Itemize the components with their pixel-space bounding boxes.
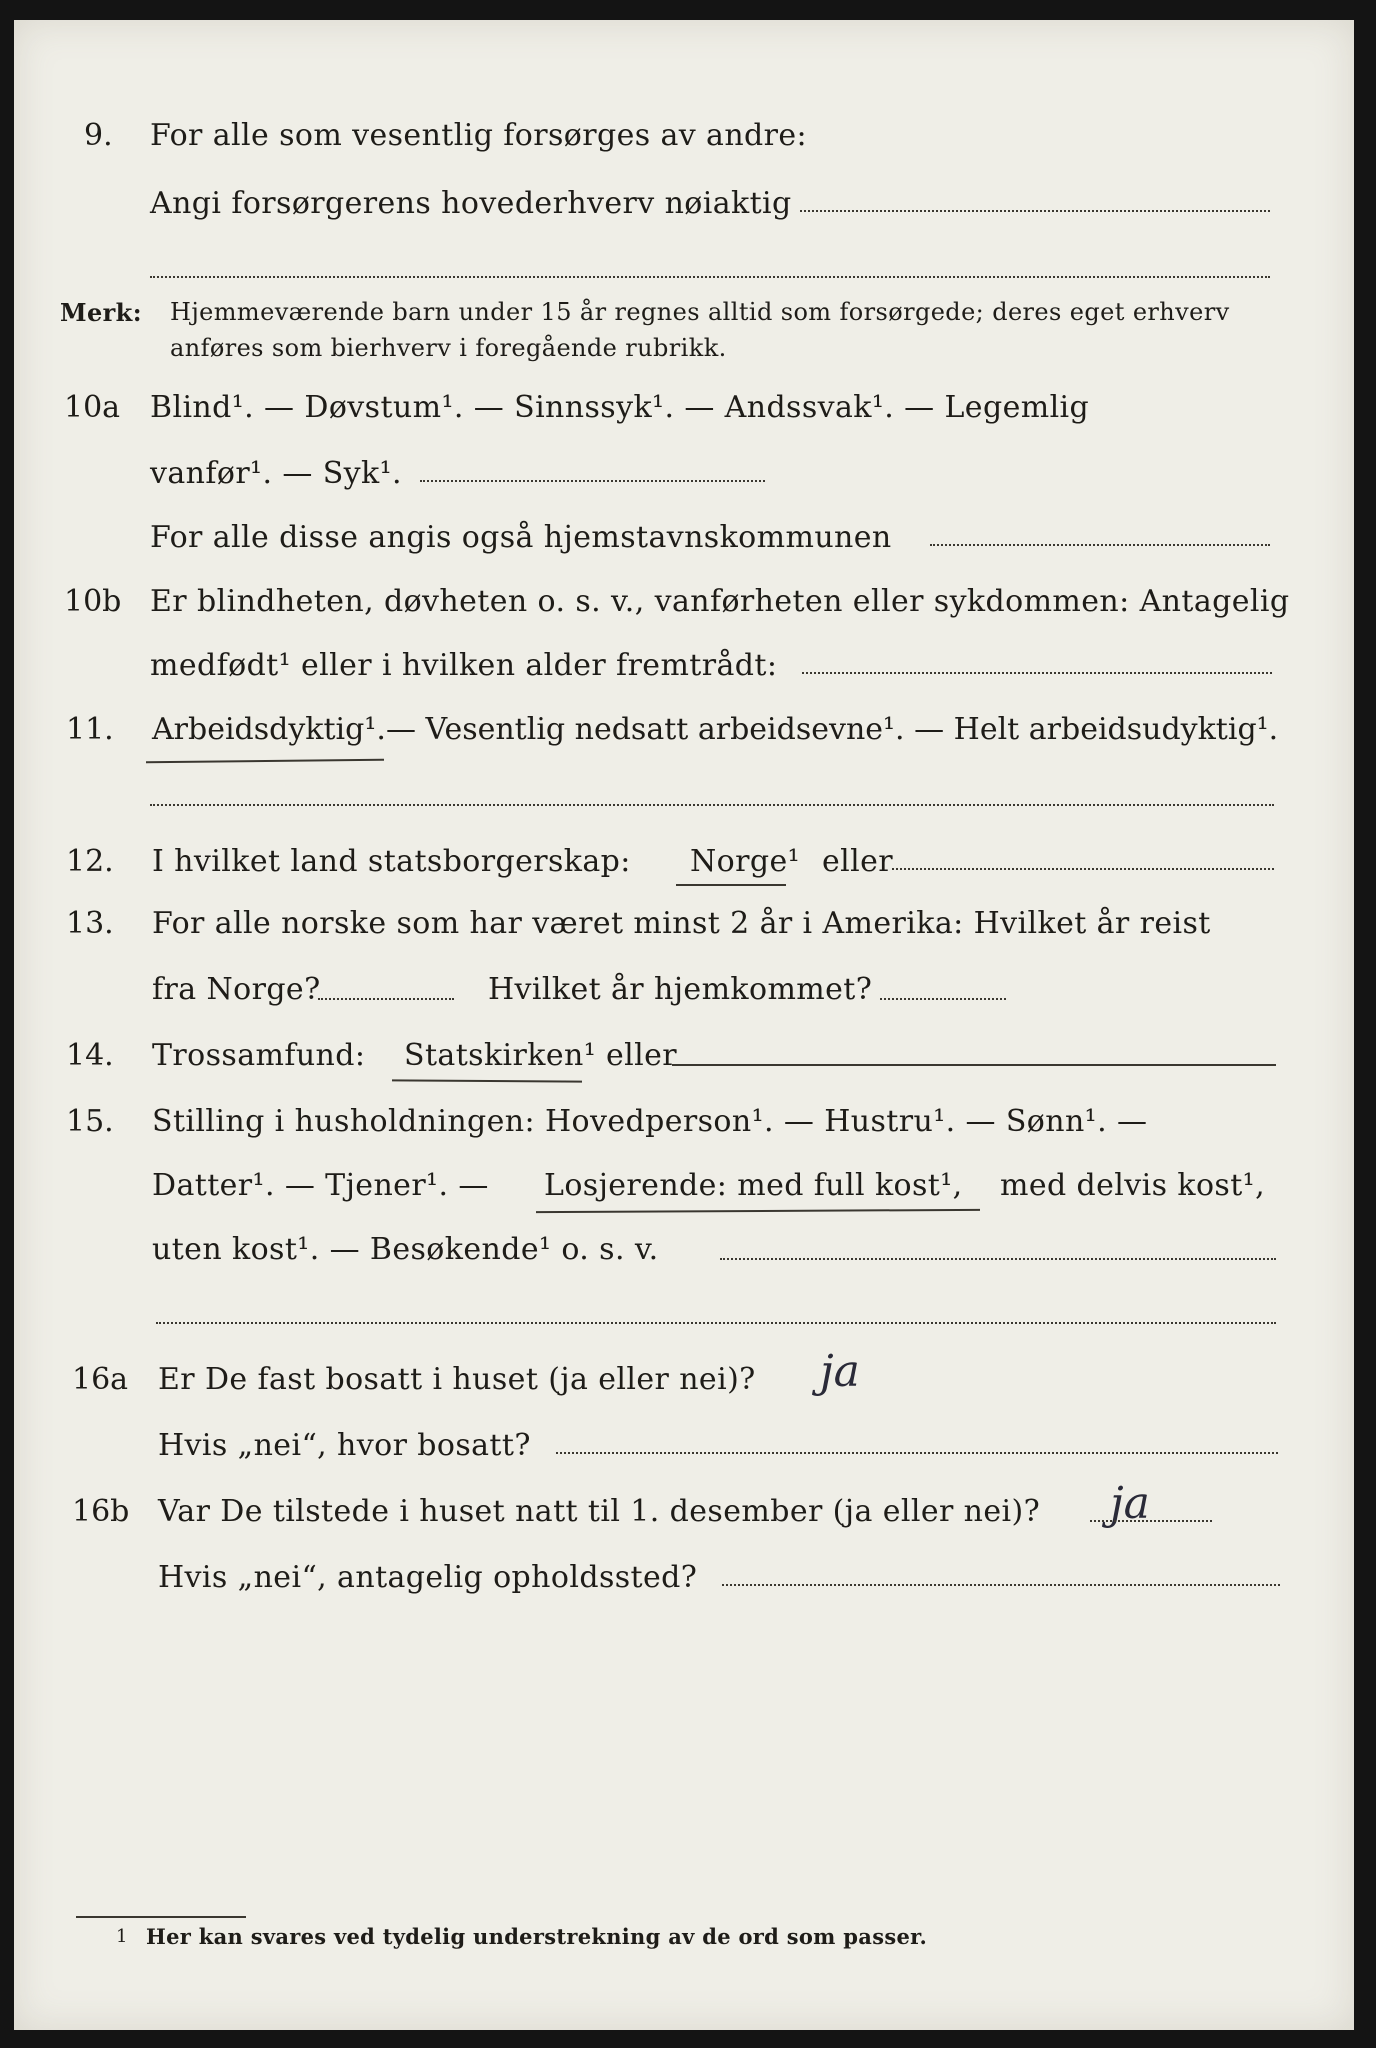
q12-answer-field[interactable]	[892, 868, 1274, 870]
q15-text-line2a: Datter¹. — Tjener¹. —	[152, 1168, 489, 1203]
q13-hjemkommet-field[interactable]	[880, 998, 1006, 1000]
footnote-text: Her kan svares ved tydelig understrekning av de ord som passer.	[146, 1924, 928, 1949]
merk-text-line1: Hjemmeværende barn under 15 år regnes alltid som forsørgede; deres eget erhverv	[170, 298, 1230, 326]
q16b-text-line1: Var De tilstede i huset natt til 1. desember (ja eller nei)?	[158, 1494, 1041, 1529]
merk-label: Merk:	[60, 298, 142, 327]
q11-text-rest: — Vesentlig nedsatt arbeidsevne¹. — Helt arbeidsudyktig¹.	[386, 712, 1279, 747]
q9-answer-field-2[interactable]	[150, 276, 1270, 278]
q12-underline-mark	[676, 884, 786, 886]
q16b-handwritten-answer[interactable]: ja	[1110, 1478, 1150, 1529]
q16a-text-line2: Hvis „nei“, hvor bosatt?	[158, 1428, 531, 1463]
q14-eller: eller	[606, 1038, 678, 1073]
q14-option-statskirken[interactable]: Statskirken¹	[404, 1038, 597, 1073]
q16b-opholdssted-field[interactable]	[722, 1584, 1280, 1586]
q14-answer-field[interactable]	[672, 1064, 1276, 1066]
q16a-text-line1: Er De fast bosatt i huset (ja eller nei)?	[158, 1362, 756, 1397]
q9-text-line1: For alle som vesentlig forsørges av andre:	[150, 118, 808, 153]
q13-text-line2a: fra Norge?	[152, 972, 321, 1007]
q11-option-arbeidsdyktig[interactable]: Arbeidsdyktig¹.	[152, 712, 386, 747]
q16a-handwritten-answer[interactable]: ja	[820, 1346, 860, 1397]
q16b-text-line2: Hvis „nei“, antagelig opholdssted?	[158, 1560, 698, 1595]
q16b-answer-line	[1090, 1520, 1212, 1522]
q10b-number: 10b	[64, 584, 122, 619]
q13-number: 13.	[66, 906, 114, 941]
footnote-rule	[76, 1916, 246, 1918]
q12-text: I hvilket land statsborgerskap:	[152, 844, 631, 879]
q10a-number: 10a	[64, 390, 121, 425]
q10a-text-line1: Blind¹. — Døvstum¹. — Sinnssyk¹. — Andssvak¹. — Legemlig	[150, 390, 1090, 425]
footnote-mark: 1	[116, 1926, 128, 1947]
q12-option-norge[interactable]: Norge¹	[690, 844, 801, 879]
q15-text-line3: uten kost¹. — Besøkende¹ o. s. v.	[152, 1232, 659, 1267]
q9-number: 9.	[84, 118, 113, 153]
q15-answer-field[interactable]	[720, 1258, 1276, 1260]
q11-number: 11.	[66, 712, 114, 747]
q16b-number: 16b	[72, 1494, 130, 1529]
q15-number: 15.	[66, 1104, 114, 1139]
q16a-number: 16a	[72, 1362, 129, 1397]
q15-text-line1: Stilling i husholdningen: Hovedperson¹. — Hustru¹. — Sønn¹. —	[152, 1104, 1148, 1139]
q12-eller: eller	[822, 844, 894, 879]
q16a-bosatt-field[interactable]	[556, 1452, 1278, 1454]
q10b-text-line1: Er blindheten, døvheten o. s. v., vanførheten eller sykdommen: Antagelig	[150, 584, 1290, 619]
q11-answer-field[interactable]	[150, 804, 1274, 806]
q10b-text-line2: medfødt¹ eller i hvilken alder fremtrådt:	[150, 648, 778, 683]
q13-text-line1: For alle norske som har været minst 2 år i Amerika: Hvilket år reist	[152, 906, 1211, 941]
q10a-hjemstavn-field[interactable]	[930, 544, 1270, 546]
q10a-text-line2: vanfør¹. — Syk¹.	[150, 456, 402, 491]
q10a-answer-field[interactable]	[420, 480, 765, 482]
q10a-text-line3: For alle disse angis også hjemstavnskommunen	[150, 520, 892, 555]
q13-reist-field[interactable]	[318, 998, 454, 1000]
q10b-answer-field[interactable]	[802, 672, 1272, 674]
q13-text-line2b: Hvilket år hjemkommet?	[488, 972, 873, 1007]
q9-text-line2: Angi forsørgerens hovederhverv nøiaktig	[150, 186, 792, 221]
q15-text-line2c: med delvis kost¹,	[1000, 1168, 1266, 1203]
q15-option-losjerende-full-kost[interactable]: Losjerende: med full kost¹,	[544, 1168, 963, 1203]
q15-answer-field-2[interactable]	[156, 1322, 1276, 1324]
q14-number: 14.	[66, 1038, 114, 1073]
q14-text: Trossamfund:	[152, 1038, 366, 1073]
merk-text-line2: anføres som bierhverv i foregående rubrikk.	[170, 334, 727, 362]
q9-answer-field[interactable]	[800, 210, 1270, 212]
q12-number: 12.	[66, 844, 114, 879]
